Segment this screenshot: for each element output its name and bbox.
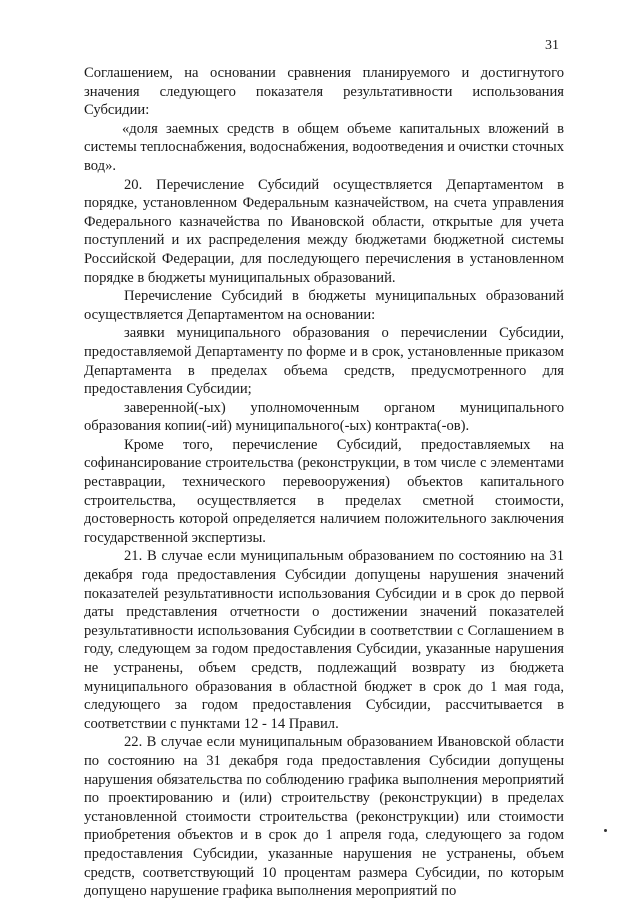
paragraph-clause-20: 20. Перечисление Субсидий осуществляется Департаментом в порядке, установленном Федеральным казначейством, на счета управления Федерального казначейства по Ивановской области, открытые для учета поступлений и их распределения между бюджетами бюджетной системы Российской Федерации, для последующего перечисления в установленном порядке в бюджеты муниципальных образований. <box>84 176 564 286</box>
paragraph-transfer-basis: Перечисление Субсидий в бюджеты муниципальных образований осуществляется Департаментом на основании: <box>84 288 564 323</box>
page-number: 31 <box>545 38 559 53</box>
paragraph-application: заявки муниципального образования о перечислении Субсидии, предоставляемой Департаменту по форме и в срок, установленные приказом Департамента в пределах объема средств, предусмотренного для предоставления Субсидии; <box>84 325 564 398</box>
paragraph-clause-22: 22. В случае если муниципальным образованием Ивановской области по состоянию на 31 декабря года предоставления Субсидии допущены нарушения обязательства по соблюдению графика выполнения мероприятий по проектированию и (или) строительству (реконструкции) в пределах установленной стоимости строительства (реконструкции) или стоимости приобретения объектов и в срок до 1 апреля года, следующего за годом предоставления Субсидии, указанные нарушения не устранены, объем средств, соответствующий 10 процентам размера Субсидии, по которым допущено нарушение графика выполнения мероприятий по <box>84 734 564 900</box>
paragraph-continuation: Соглашением, на основании сравнения планируемого и достигнутого значения следующего показателя результативности использования Субсидии: <box>84 65 564 119</box>
paragraph-indicator-quote: «доля заемных средств в общем объеме капитальных вложений в системы теплоснабжения, водоснабжения, водоотведения и очистки сточных вод». <box>84 120 564 174</box>
paragraph-cofinancing: Кроме того, перечисление Субсидий, предоставляемых на софинансирование строительства (реконструкции, в том числе с элементами реставрации, технического перевооружения) объектов капитального строительства, осуществляется в пределах сметной стоимости, достоверность которой определяется наличием положительного заключения государственной экспертизы. <box>84 436 564 546</box>
scan-speck <box>604 829 607 832</box>
paragraph-contract-copies: заверенной(-ых) уполномоченным органом муниципального образования копии(-ий) муниципального(-ых) контракта(-ов). <box>84 399 564 435</box>
document-body <box>84 64 564 901</box>
paragraph-clause-21: 21. В случае если муниципальным образованием по состоянию на 31 декабря года предоставления Субсидии допущены нарушения значений показателей результативности использования Субсидии и в срок до первой даты представления отчетности о достижении значений показателей результативности использования Субсидии в соответствии с Соглашением в году, следующем за годом предоставления Субсидии, указанные нарушения не устранены, объем средств, подлежащий возврату из бюджета муниципального образования в областной бюджет в срок до 1 мая года, следующего за годом предоставления Субсидии, рассчитывается в соответствии с пунктами 12 - 14 Правил. <box>84 548 564 732</box>
